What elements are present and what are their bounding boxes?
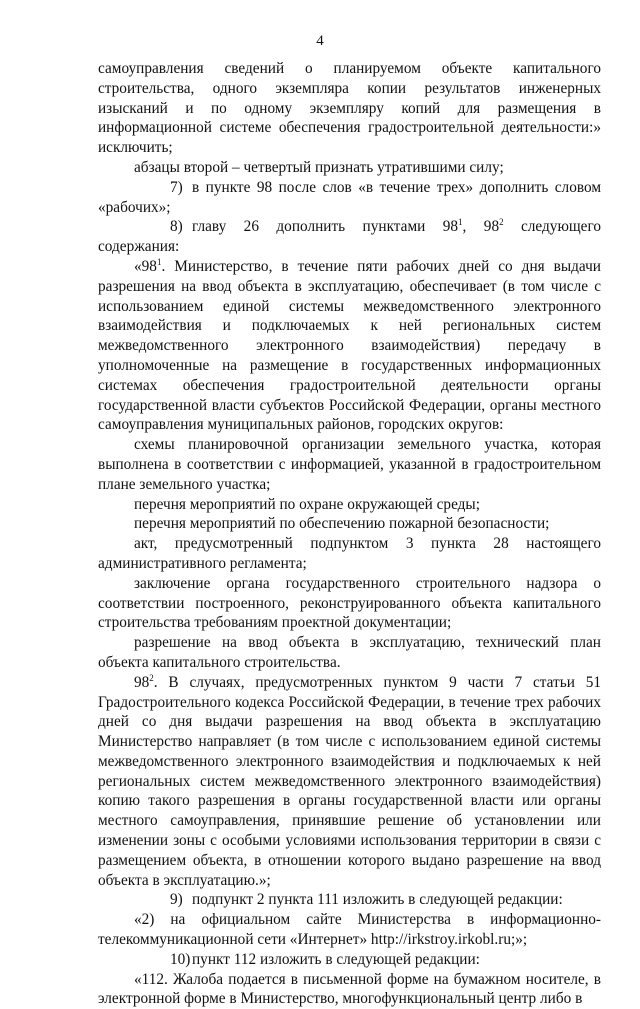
paragraph-98-1 bbox=[98, 257, 601, 435]
item-number: 7) bbox=[170, 178, 183, 196]
paragraph-98-2 bbox=[98, 673, 601, 891]
paragraph-list-item: разрешение на ввод объекта в эксплуатацию, технический план объекта капитального строительства. bbox=[98, 634, 601, 671]
item-number: 9) bbox=[170, 891, 183, 909]
paragraph-list-item: схемы планировочной организации земельного участка, которая выполнена в соответствии с информацией, указанной в градостроительном плане земельного участка; bbox=[98, 436, 601, 493]
paragraph-item-9 bbox=[98, 890, 601, 910]
paragraph-item-7 bbox=[98, 178, 601, 218]
item-text: в пункте 98 после слов «в течение трех» дополнить словом «рабочих»; bbox=[98, 178, 601, 216]
paragraph-subitem-2: «2) на официальном сайте Министерства в информационно-телекоммуникационной сети «Интернет» http://irkstroy.irkobl.ru;»; bbox=[98, 911, 601, 949]
item-text: , 98 bbox=[462, 218, 500, 236]
paragraph-continuation: самоуправления сведений о планируемом объекте капитального строительства, одного экземпляра копии результатов инженерных изысканий и по одному экземпляру копий для размещения в информационной системе обеспечения градостроительной деятельности:» исключить; bbox=[98, 60, 601, 157]
item-text: главу 26 дополнить пунктами 98 bbox=[192, 218, 459, 236]
clause-number: 98 bbox=[134, 673, 150, 691]
item-text: подпункт 2 пункта 111 изложить в следующей редакции: bbox=[192, 891, 563, 909]
clause-text: . Министерство, в течение пяти рабочих дней со дня выдачи разрешения на ввод объекта в эксплуатацию, обеспечивает (в том числе с использованием единой системы межведомственного электронного взаимодействия и подключаемых к ней региональных систем межведомственного электронного взаимодействия) передачу в уполномоченные на размещение в государственных информационных системах обеспечения градостроительной деятельности органы государственной власти субъектов Российской Федерации, органы местного самоуправления муниципальных районов, городских округов: bbox=[98, 257, 601, 434]
paragraph-list-item: перечня мероприятий по охране окружающей среды; bbox=[134, 495, 480, 513]
paragraph-list-item: акт, предусмотренный подпунктом 3 пункта 28 настоящего административного регламента; bbox=[98, 535, 601, 572]
paragraph-112: «112. Жалоба подается в письменной форме на бумажном носителе, в электронной форме в Министерство, многофункциональный центр либо в bbox=[98, 970, 601, 1008]
clause-number: «98 bbox=[134, 257, 157, 275]
paragraph-item-8 bbox=[98, 217, 601, 257]
document-body bbox=[98, 59, 601, 1009]
paragraph-item-10 bbox=[98, 950, 601, 970]
page-number: 4 bbox=[316, 33, 324, 49]
item-number: 10) bbox=[170, 950, 191, 968]
paragraph-list-item: заключение органа государственного строительного надзора о соответствии построенного, реконструированного объекта капитального строительства требованиям проектной документации; bbox=[98, 574, 601, 632]
clause-text: . В случаях, предусмотренных пунктом 9 части 7 статьи 51 Градостроительного кодекса Российской Федерации, в течение трех рабочих дней со дня выдачи разрешения на ввод объекта в эксплуатацию Министерство направляет (в том числе с использованием единой системы межведомственного электронного взаимодействия и подключаемых к ней региональных систем межведомственного электронного взаимодействия) копию такого разрешения в органы государственной власти или органы местного самоуправления, принявшие решение об установлении или изменении зоны с особыми условиями использования территории в связи с размещением объекта, в отношении которого выдано разрешение на ввод объекта в эксплуатацию.»; bbox=[98, 673, 601, 889]
paragraph-abzacy: абзацы второй – четвертый признать утратившими силу; bbox=[134, 158, 504, 176]
item-text: следующего содержания: bbox=[98, 218, 601, 256]
superscript: 2 bbox=[499, 217, 504, 228]
paragraph-list-item: перечня мероприятий по обеспечению пожарной безопасности; bbox=[134, 515, 550, 533]
superscript: 2 bbox=[149, 672, 154, 683]
superscript: 1 bbox=[458, 217, 463, 228]
item-text: пункт 112 изложить в следующей редакции: bbox=[192, 950, 480, 968]
superscript: 1 bbox=[156, 256, 162, 267]
item-number: 8) bbox=[170, 218, 183, 236]
